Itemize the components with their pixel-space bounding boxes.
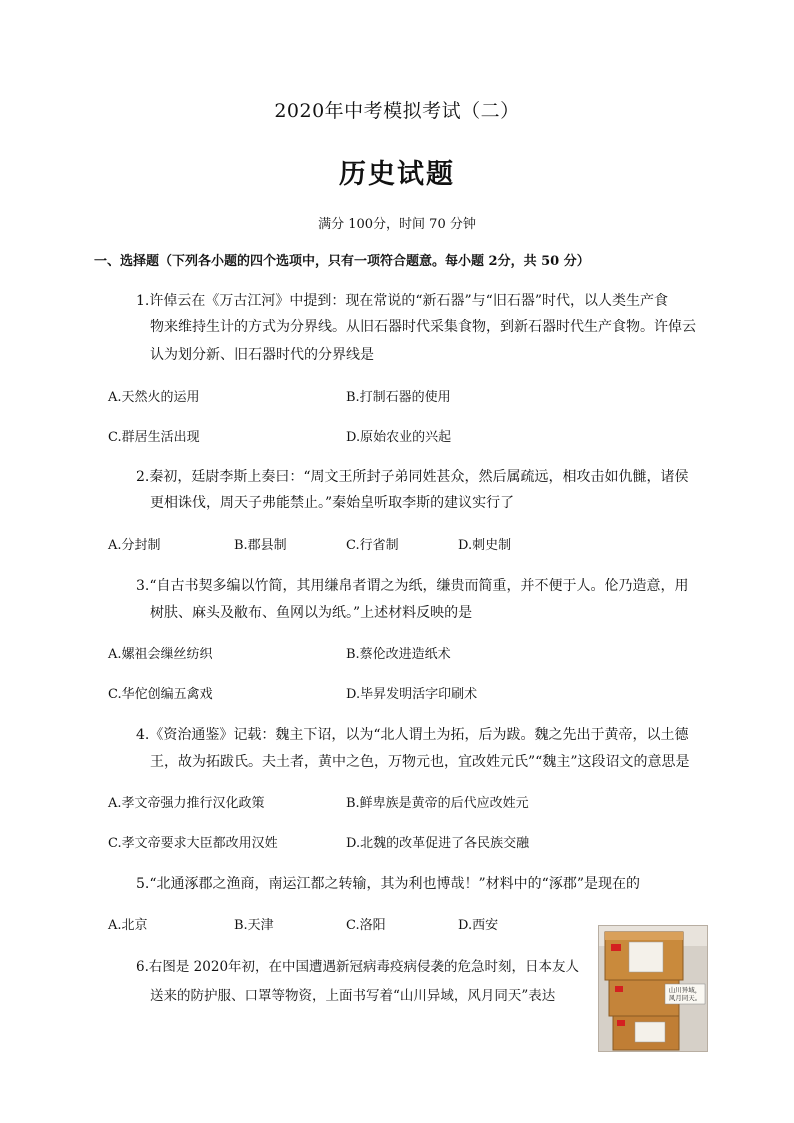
question-2-option-d: D.刺史制 — [458, 538, 512, 553]
question-3-option-b: B.蔡伦改进造纸术 — [346, 647, 451, 662]
question-4-option-a: A.孝文帝强力推行汉化政策 — [108, 796, 265, 811]
donation-boxes-photo — [598, 925, 708, 1052]
boxes-illustration — [599, 926, 707, 1051]
section-heading: 一、选择题（下列各小题的四个选项中，只有一项符合题意。每小题 2分，共 50 分） — [94, 254, 590, 269]
photo-label-line-1: 山川异域， — [668, 986, 702, 994]
photo-label-line-2: 风月同天。 — [668, 994, 702, 1002]
question-6-line-1: 6.右图是 2020年初，在中国遭遇新冠病毒疫病侵袭的危急时刻，日本友人 — [136, 959, 580, 975]
question-3-option-a: A.嫘祖会缫丝纺织 — [108, 647, 213, 662]
subject-title: 历史试题 — [339, 159, 455, 190]
question-4-line-2: 王，故为拓跋氏。夫土者，黄中之色，万物元也，宜改姓元氏”“魏主”这段诏文的意思是 — [150, 754, 690, 770]
question-4-line-1: 4.《资治通鉴》记载：魏主下诏，以为“北人谓土为拓，后为跋。魏之先出于黄帝，以土德 — [136, 727, 689, 743]
question-2-option-c: C.行省制 — [346, 538, 399, 553]
question-5-option-a: A.北京 — [108, 918, 148, 933]
question-5-option-c: C.洛阳 — [346, 918, 386, 933]
question-1-line-3: 认为划分新、旧石器时代的分界线是 — [150, 347, 374, 363]
question-4-option-d: D.北魏的改革促进了各民族交融 — [346, 836, 530, 851]
question-6-line-2: 送来的防护服、口罩等物资，上面书写着“山川异域，风月同天”表达 — [150, 988, 556, 1004]
question-2-option-a: A.分封制 — [108, 538, 161, 553]
question-2-line-1: 2.秦初，廷尉李斯上奏曰：“周文王所封子弟同姓甚众，然后属疏远，相攻击如仇雠，诸侯 — [136, 469, 689, 485]
question-4-option-b: B.鲜卑族是黄帝的后代应改姓元 — [346, 796, 529, 811]
question-2-option-b: B.郡县制 — [234, 538, 287, 553]
exam-meta: 满分 100分，时间 70 分钟 — [318, 217, 476, 232]
question-3-option-d: D.毕昇发明活字印刷术 — [346, 687, 478, 702]
question-3-line-1: 3.“自古书契多编以竹简，其用缣帛者谓之为纸，缣贵而简重，并不便于人。伦乃造意，用 — [136, 578, 689, 594]
question-3-option-c: C.华佗创编五禽戏 — [108, 687, 213, 702]
question-1-option-c: C.群居生活出现 — [108, 430, 200, 445]
question-1-line-2: 物来维持生计的方式为分界线。从旧石器时代采集食物，到新石器时代生产食物。许倬云 — [150, 319, 696, 335]
question-5-option-b: B.天津 — [234, 918, 274, 933]
question-5-option-d: D.西安 — [458, 918, 499, 933]
question-2-line-2: 更相诛伐，周天子弗能禁止。”秦始皇听取李斯的建议实行了 — [150, 495, 515, 511]
question-3-line-2: 树肤、麻头及敝布、鱼网以为纸。”上述材料反映的是 — [150, 605, 473, 621]
question-5-line-1: 5.“北通涿郡之渔商，南运江都之转输，其为利也博哉！”材料中的“涿郡”是现在的 — [136, 876, 640, 892]
exam-title: 2020年中考模拟考试（二） — [274, 100, 520, 122]
question-4-option-c: C.孝文帝要求大臣都改用汉姓 — [108, 836, 278, 851]
question-1-option-d: D.原始农业的兴起 — [346, 430, 452, 445]
question-1-option-a: A.天然火的运用 — [108, 390, 200, 405]
question-1-line-1: 1.许倬云在《万古江河》中提到：现在常说的“新石器”与“旧石器”时代，以人类生产食 — [136, 293, 668, 309]
question-1-option-b: B.打制石器的使用 — [346, 390, 451, 405]
